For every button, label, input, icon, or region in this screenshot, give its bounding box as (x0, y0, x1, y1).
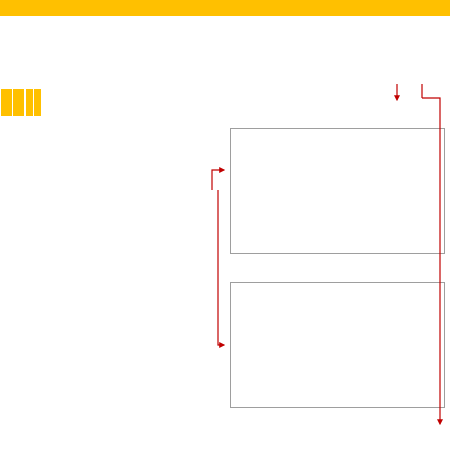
arrow-range-path (422, 98, 440, 420)
arrow-to-median-chart (212, 170, 224, 190)
arrow-to-range-chart (218, 190, 224, 345)
